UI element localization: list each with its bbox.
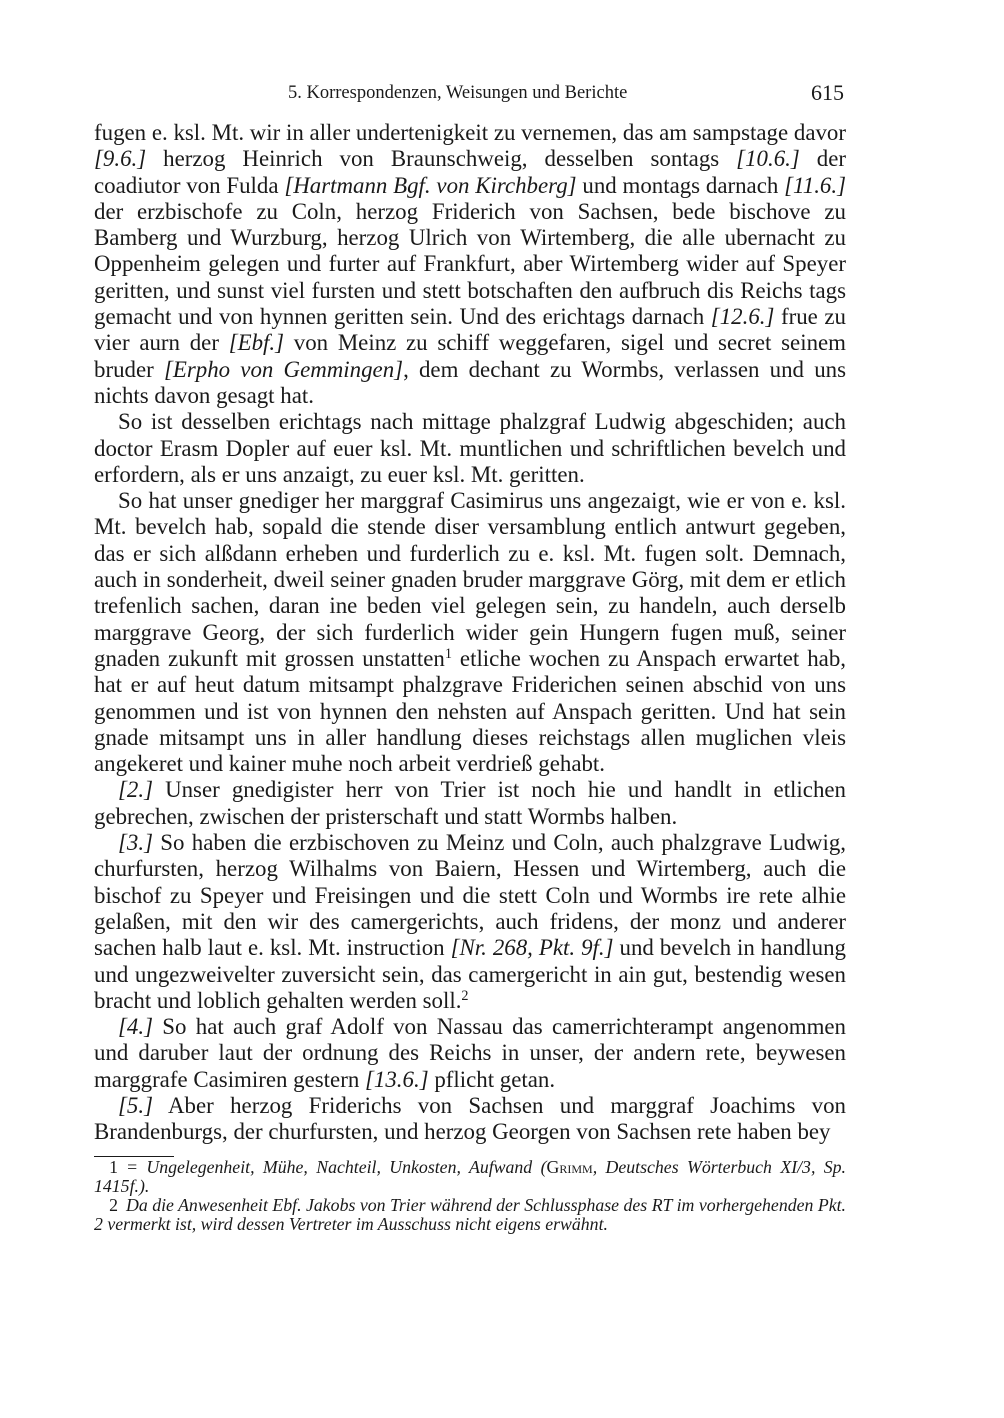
text-run: So hat auch graf Adolf von Nassau das camerrichterampt angenommen und daruber laut der ordnung des Reichs in unser, der andern rete, beywesen marggrafe Casimiren gestern xyxy=(94,1014,846,1092)
section-marker: [3.] xyxy=(118,830,153,856)
editorial-date: [13.6.] xyxy=(365,1066,429,1092)
footnote-ref-2[interactable]: 2 xyxy=(461,988,469,1004)
editorial-date: [10.6.] xyxy=(736,146,800,172)
editorial-note: [Hartmann Bgf. von Kirchberg] xyxy=(284,172,577,198)
paragraph-1 xyxy=(94,120,846,409)
text-run: Unser gnedigister herr von Trier ist noch hie und handlt in etlichen gebrechen, zwischen der pristerschaft und statt Wormbs halben. xyxy=(94,777,846,829)
footnote-2 xyxy=(94,1196,846,1234)
editorial-note: [Nr. 268, Pkt. 9f.] xyxy=(450,935,614,961)
footnote-number: 1 xyxy=(109,1157,118,1177)
editorial-note: [Ebf.] xyxy=(228,330,285,356)
text-run: und montags darnach xyxy=(576,172,785,198)
section-marker: [5.] xyxy=(118,1092,153,1118)
main-text xyxy=(94,120,846,1146)
text-run: So haben die erzbischoven zu Meinz und Coln, auch phalzgrave Ludwig, churfursten, herzog Wilhalms von Baiern, Hessen und Wirtemberg, auch die bischof zu Speyer und Freisingen und die stett Coln und Wormbs ire rete alhie gelaßen, mit den wir des camergerichts, auch fridens, der monz und anderer sachen halb laut e. ksl. Mt. instruction xyxy=(94,830,846,961)
paragraph-4 xyxy=(94,777,846,830)
text-run: Aber herzog Friderichs von Sachsen und marggraf Joachims von Brandenburgs, der churfursten, und herzog Georgen von Sachsen rete haben bey xyxy=(94,1092,846,1145)
footnote-author: Grimm xyxy=(546,1157,593,1177)
text-run: der erzbischofe zu Coln, herzog Friderich von Sachsen, bede bischove zu Bamberg und Wurzburg, herzog Ulrich von Wirtemberg, die alle ubernacht zu Oppenheim gelegen und furter auf Frankfurt, aber Wirtemberg wider auf Speyer geritten, und sunst viel fursten und stett botschaften den aufbruch dis Reichs tags gemacht und von hynnen geritten sein. Und des erichtags darnach xyxy=(94,198,846,330)
text-run: der coadiutor von Fulda xyxy=(94,146,847,198)
footnote-text: = Ungelegenheit, Mühe, Nachteil, Unkosten, Aufwand ( xyxy=(126,1157,547,1177)
paragraph-6 xyxy=(94,1014,846,1093)
editorial-date: [9.6.] xyxy=(94,146,147,172)
editorial-note: [Erpho von Gemmingen] xyxy=(163,356,404,382)
text-run: etliche wochen zu Anspach erwartet hab, hat er auf heut datum mitsampt phalzgrave Friderichen seinen abschid von uns genommen und ist von hynnen den nehsten auf Anspach geritten. Und hat sein gnade mitsampt uns in aller handlung dieses reichstags allen muglichen vleis angekeret und kainer muhe noch arbeit verdrieß gehabt. xyxy=(94,645,846,777)
text-run: herzog Heinrich von Braunschweig, desselben sontags xyxy=(146,146,737,172)
text-run: , dem dechant zu Wormbs, verlassen und uns nichts davon gesagt hat. xyxy=(94,356,846,408)
text-run: von Meinz zu schiff weggefaren, sigel und secret seinem bruder xyxy=(94,330,846,382)
paragraph-7 xyxy=(94,1093,846,1146)
text-run: pflicht getan. xyxy=(428,1066,556,1092)
paragraph-3 xyxy=(94,488,846,777)
text-run: und bevelch in handlung und ungezweivelter zuversicht sein, das camergericht in ain gut, bestendig wesen bracht und loblich gehalten werden soll. xyxy=(94,935,846,1013)
editorial-date: [11.6.] xyxy=(784,172,847,198)
footnote-ref-1[interactable]: 1 xyxy=(444,646,452,663)
running-head: 5. Korrespondenzen, Weisungen und Berichte xyxy=(288,83,628,103)
paragraph-2: So ist desselben erichtags nach mittage phalzgraf Ludwig abgeschiden; auch doctor Erasm Dopler auf euer ksl. Mt. muntlichen und schriftlichen bevelch und erfordern, als er uns anzaigt, zu euer ksl. Mt. geritten. xyxy=(94,409,846,487)
footnote-text: Da die Anwesenheit Ebf. Jakobs von Trier während der Schlussphase des RT im vorhergehenden Pkt. 2 vermerkt ist, wird dessen Vertreter im Ausschuss nicht eigens erwähnt. xyxy=(94,1195,846,1234)
section-marker: [2.] xyxy=(118,777,153,803)
footnote-number: 2 xyxy=(109,1195,118,1215)
footnote-1 xyxy=(94,1158,846,1196)
editorial-date: [12.6.] xyxy=(710,304,775,330)
text-run: So hat unser gnediger her marggraf Casimirus uns angezaigt, wie er von e. ksl. Mt. bevelch hab, sopald die stende diser versamblung entlich antwurt gegeben, das er sich alßdann erheben und furderlich zu e. ksl. Mt. fugen solt. Demnach, auch in sonderheit, dweil seiner gnaden bruder marggrave Görg, mit dem er etlich trefenlich sachen, daran ine beden viel gelegen sein, zu handeln, auch derselb marggrave Georg, der sich furderlich wider gein Hungern fugen muß, seiner gnaden zukunft mit grossen unstatten xyxy=(94,488,846,671)
text-run: frue zu vier aurn der xyxy=(94,304,847,356)
section-marker: [4.] xyxy=(118,1014,153,1040)
paragraph-5 xyxy=(94,830,846,1014)
text-run: fugen e. ksl. Mt. wir in aller undertenigkeit zu vernemen, das am sampstage davor xyxy=(94,120,846,145)
page-number: 615 xyxy=(811,80,844,105)
page-header xyxy=(94,80,846,108)
footnote-text: , Deutsches Wörterbuch XI/3, Sp. 1415f.). xyxy=(94,1157,847,1196)
footnotes xyxy=(94,1158,846,1234)
